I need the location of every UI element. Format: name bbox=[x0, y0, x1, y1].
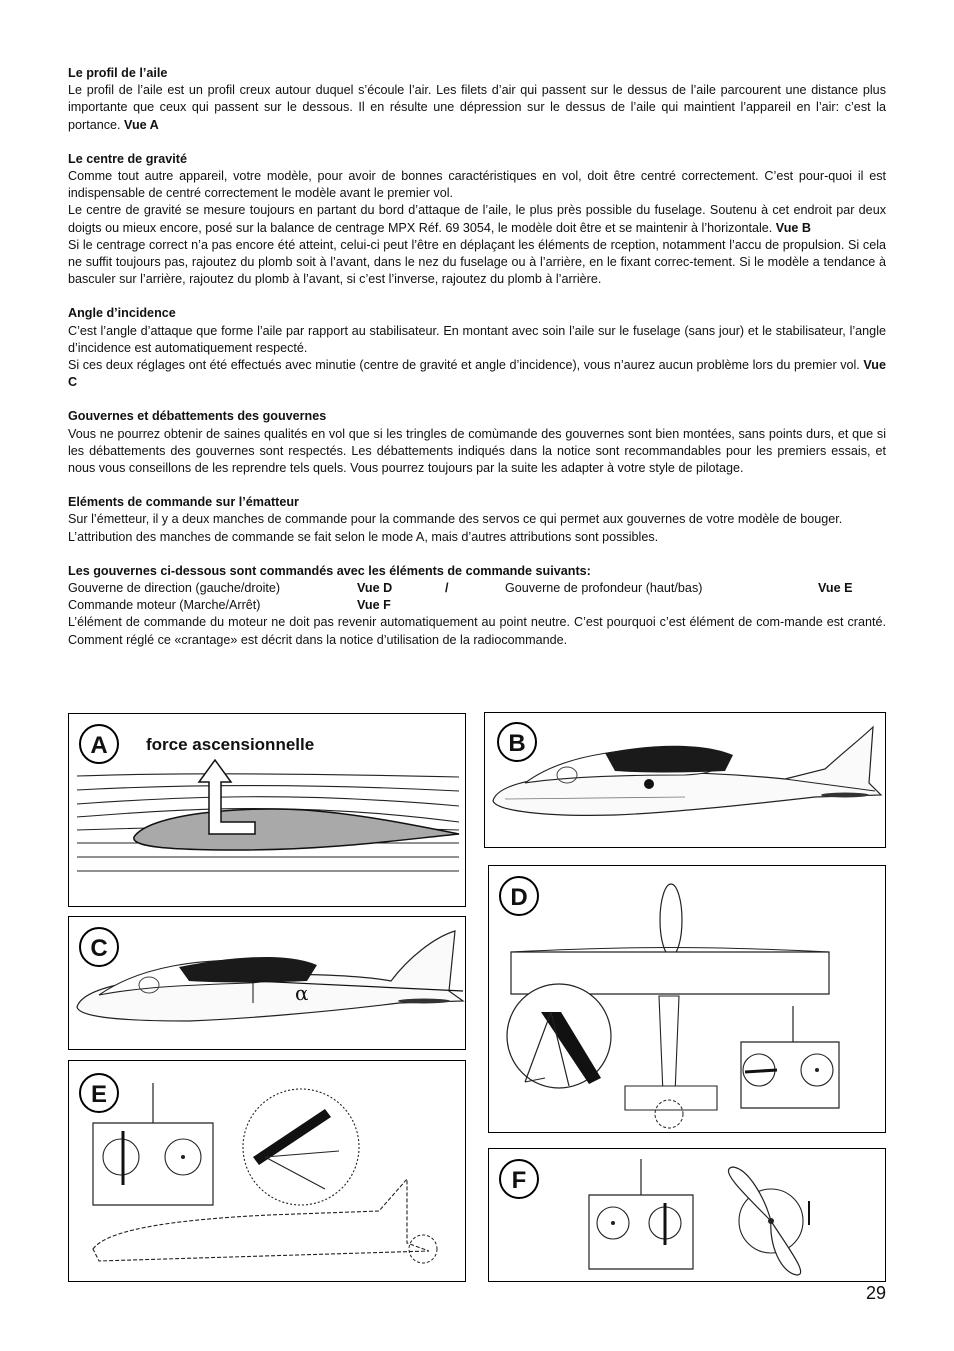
paragraph: Sur l’émetteur, il y a deux manches de commande pour la commande des servos ce qui permet aux gouvernes de votre modèle de bouger. bbox=[68, 512, 843, 527]
elevator-control-illustration bbox=[69, 1061, 465, 1281]
figure-e bbox=[68, 1060, 466, 1282]
paragraph: Si ces deux réglages ont été effectués avec minutie (centre de gravité et angle d’incidence), vous n’aurez aucun problème lors du premier vol. Vue C bbox=[68, 358, 886, 390]
figure-d bbox=[488, 865, 886, 1133]
paragraph: C’est l’angle d’attaque que forme l’aile par rapport au stabilisateur. En montant avec soin l’aile sur le fuselage (sans jour) et le stabilisateur, l’angle d’incidence est automatiquement respecté. bbox=[68, 323, 886, 355]
rudder-control-illustration bbox=[489, 866, 885, 1132]
glider-side-view-illustration bbox=[485, 713, 885, 847]
figure-f bbox=[488, 1148, 886, 1282]
figure-badge-c: C bbox=[79, 927, 119, 967]
motor-control-illustration bbox=[489, 1149, 885, 1281]
paragraph: L’élément de commande du moteur ne doit pas revenir automatiquement au point neutre. C’est pourquoi c’est élément de com-mande est cranté. Comment réglé ce «crantage» est décrit dans la notice d’utilisation de la radiocommande. bbox=[68, 615, 886, 647]
figure-badge-b: B bbox=[497, 722, 537, 762]
section-heading: Angle d’incidence bbox=[68, 306, 176, 321]
section-heading: Gouvernes et débattements des gouvernes bbox=[68, 409, 327, 424]
controls-row-1: Gouverne de direction (gauche/droite) Vue D / Gouverne de profondeur (haut/bas) Vue E bbox=[68, 581, 853, 596]
paragraph: Le profil de l’aile est un profil creux autour duquel s’écoule l’air. Les filets d’air qui passent sur le dessus de l’aile parcourent une distance plus importante que ceux qui passent sur le dessous. Il en résulte une dépression sur le dessus de l’aile qui maintient l’appareil en l’air: c’est la portance. Vue A bbox=[68, 83, 886, 132]
glider-incidence-angle-illustration bbox=[69, 917, 465, 1049]
body-text bbox=[68, 65, 886, 649]
alpha-symbol: α bbox=[295, 981, 309, 1005]
paragraph: Comme tout autre appareil, votre modèle, pour avoir de bonnes caractéristiques en vol, doit être centré correctement. C’est pour-quoi il est indispensable de centré correctement le modèle avant le premier vol. bbox=[68, 169, 886, 201]
figure-a-label: force ascensionnelle bbox=[146, 735, 315, 754]
paragraph: Le centre de gravité se mesure toujours en partant du bord d’attaque de l’aile, le plus près possible du fuselage. Soutenu à cet endroit par deux doigts ou mieux encore, posé sur la balance de centrage MPX Réf. 69 3054, le modèle doit être et se maintenir à l’horizontale. Vue B bbox=[68, 203, 886, 235]
figure-b bbox=[484, 712, 886, 848]
section-heading: Le centre de gravité bbox=[68, 151, 187, 166]
figure-badge-e: E bbox=[79, 1073, 119, 1113]
controls-heading: Les gouvernes ci-dessous sont commandés avec les éléments de commande suivants: bbox=[68, 563, 591, 578]
section-heading: Le profil de l’aile bbox=[68, 66, 168, 80]
figure-badge-f: F bbox=[499, 1159, 539, 1199]
paragraph: Vous ne pourrez obtenir de saines qualités en vol que si les tringles de comùmande des gouvernes sont bien montées, sans points durs, et que si les débattements des gouvernes sont respectés. Les débattements indiqués dans la notice sont recommandables pour les premiers essais, et nous vous conseillons de les reprendre tels quels. Vous pourrez toujours par la suite les adapter à votre style de pilotage. bbox=[68, 426, 886, 476]
figure-badge-d: D bbox=[499, 876, 539, 916]
figure-a bbox=[68, 713, 466, 907]
page-number: 29 bbox=[865, 1283, 886, 1303]
figure-c bbox=[68, 916, 466, 1050]
paragraph: L’attribution des manches de commande se fait selon le mode A, mais d’autres attributions sont possibles. bbox=[68, 529, 659, 544]
paragraph: Si le centrage correct n’a pas encore été atteint, celui-ci peut l’être en déplaçant les éléments de rception, notamment l’accu de propulsion. Si cela ne suffit toujours pas, rajoutez du plomb soit à l’avant, dans le nez du fuselage ou à l’arrière, en le fixant correc-tement. Si le modèle a tendance à basculer sur l’arrière, rajoutez du plomb à l’avant, si c’est l’inverse, rajoutez du plomb à l’arrière. bbox=[68, 237, 886, 287]
controls-row-2: Commande moteur (Marche/Arrêt) Vue F bbox=[68, 598, 391, 613]
section-heading: Eléments de commande sur l’ématteur bbox=[68, 495, 299, 510]
figure-badge-a: A bbox=[79, 724, 119, 764]
